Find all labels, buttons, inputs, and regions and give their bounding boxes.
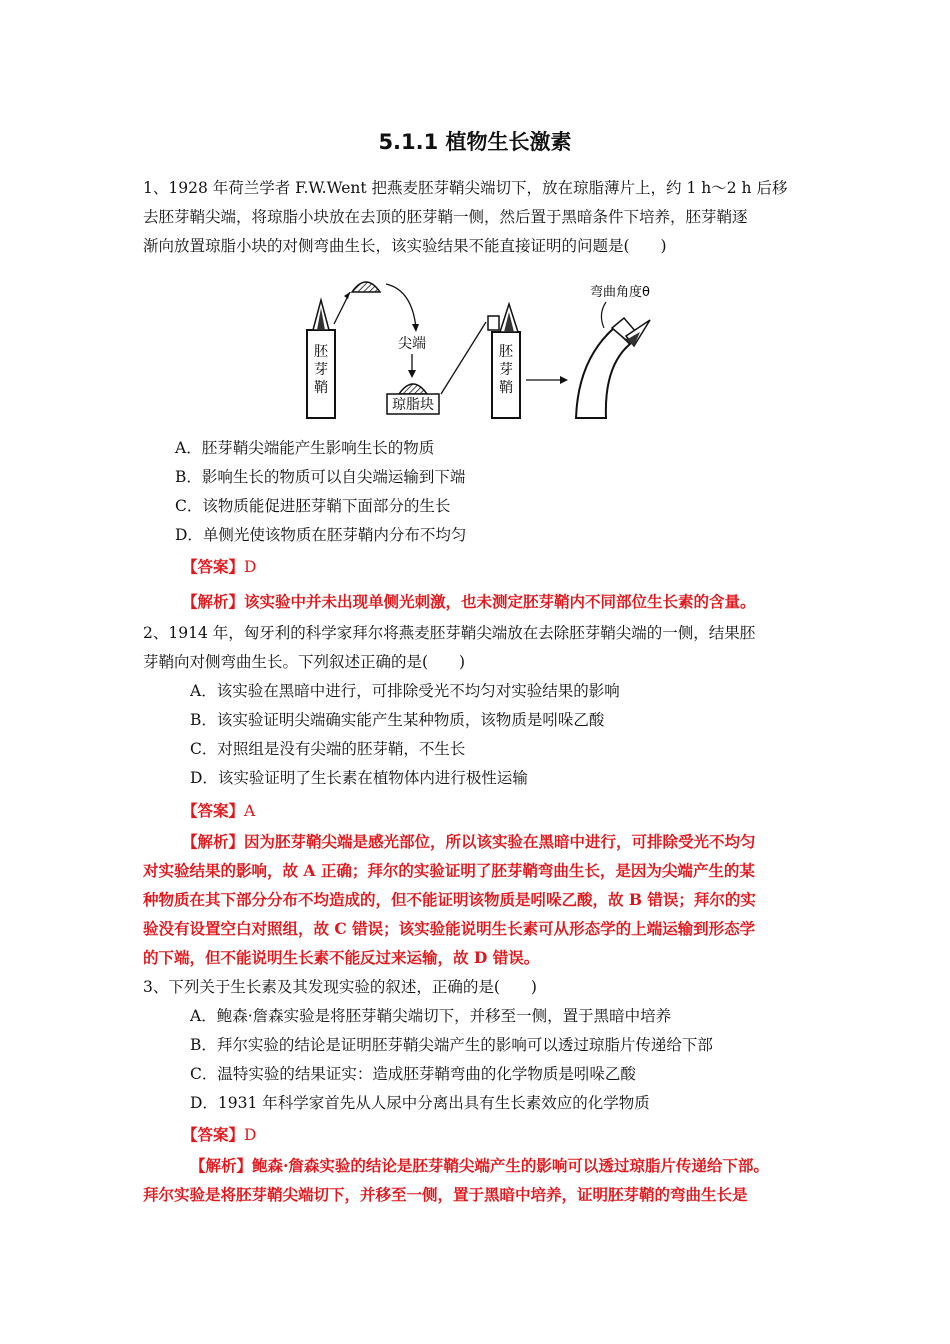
answer-tag: 【答案】 (182, 557, 245, 576)
analysis-tag: 【解析】 (182, 592, 245, 611)
coleoptile-2-label-char-3: 鞘 (499, 380, 513, 396)
q1-stem-line-3: 渐向放置琼脂小块的对侧弯曲生长，该实验结果不能直接证明的问题是( ) (143, 237, 667, 255)
q3-stem-line-1: 3、下列关于生长素及其发现实验的叙述，正确的是( ) (143, 978, 537, 996)
q2-analysis-line-5: 的下端，但不能说明生长素不能反过来运输，故 D 错误。 (143, 948, 540, 967)
agar-label: 琼脂块 (392, 397, 434, 413)
q1-answer (182, 556, 256, 578)
answer-tag: 【答案】 (182, 1125, 245, 1144)
answer-value: D (244, 1126, 257, 1144)
coleoptile-2-label-char-1: 胚 (499, 344, 513, 360)
q2-option-c: C．对照组是没有尖端的胚芽鞘，不生长 (190, 740, 466, 758)
q1-option-b: B．影响生长的物质可以自尖端运输到下端 (175, 468, 466, 486)
tip-label: 尖端 (398, 336, 426, 352)
q2-option-a: A．该实验在黑暗中进行，可排除受光不均匀对实验结果的影响 (190, 682, 620, 700)
q3-analysis-line-2: 拜尔实验是将胚芽鞘尖端切下，并移至一侧，置于黑暗中培养，证明胚芽鞘的弯曲生长是 (143, 1185, 748, 1204)
q2-stem-line-2: 芽鞘向对侧弯曲生长。下列叙述正确的是( ) (143, 653, 466, 671)
q2-option-b: B．该实验证明尖端确实能产生某种物质，该物质是吲哚乙酸 (190, 711, 605, 729)
q1-stem-line-2: 去胚芽鞘尖端，将琼脂小块放在去顶的胚芽鞘一侧，然后置于黑暗条件下培养，胚芽鞘逐 (143, 208, 748, 226)
answer-tag: 【答案】 (182, 801, 245, 820)
q3-answer (182, 1124, 256, 1146)
analysis-text: 鲍森·詹森实验的结论是胚芽鞘尖端产生的影响可以透过琼脂片传递给下部。 (252, 1156, 769, 1175)
q1-option-c: C．该物质能促进胚芽鞘下面部分的生长 (175, 497, 451, 515)
agar-block-small (488, 316, 499, 330)
analysis-text: 因为胚芽鞘尖端是感光部位，所以该实验在黑暗中进行，可排除受光不均匀 (244, 832, 756, 851)
cut-tip (352, 282, 380, 292)
q3-option-b: B．拜尔实验的结论是证明胚芽鞘尖端产生的影响可以透过琼脂片传递给下部 (190, 1036, 713, 1054)
q2-stem-line-1: 2、1914 年，匈牙利的科学家拜尔将燕麦胚芽鞘尖端放在去除胚芽鞘尖端的一侧，结果胚 (143, 624, 756, 642)
experiment-figure (300, 270, 670, 430)
q3-option-a: A．鲍森·詹森实验是将胚芽鞘尖端切下，并移至一侧，置于黑暗中培养 (190, 1007, 672, 1025)
q3-analysis-line-1 (190, 1155, 769, 1177)
analysis-tag: 【解析】 (182, 832, 245, 851)
q2-analysis-line-2: 对实验结果的影响，故 A 正确；拜尔的实验证明了胚芽鞘弯曲生长，是因为尖端产生的某 (143, 861, 755, 880)
coleoptile-2-label-char-2: 芽 (499, 362, 513, 378)
q3-option-d: D．1931 年科学家首先从人尿中分离出具有生长素效应的化学物质 (190, 1094, 650, 1112)
agar-tip (399, 384, 427, 394)
q2-answer (182, 800, 255, 822)
analysis-tag: 【解析】 (190, 1156, 253, 1175)
coleoptile-1-label-char-3: 鞘 (314, 380, 328, 396)
analysis-line-1: 该实验中并未出现单侧光刺激，也未测定胚芽鞘内不同部位生长素的含量。 (244, 592, 756, 611)
angle-label: 弯曲角度θ (590, 285, 650, 300)
q2-analysis-line-3: 种物质在其下部分分布不均造成的，但不能证明该物质是吲哚乙酸，故 B 错误；拜尔的实 (143, 890, 756, 909)
q2-analysis-line-1 (182, 831, 756, 853)
q2-option-d: D．该实验证明了生长素在植物体内进行极性运输 (190, 769, 528, 787)
q1-option-d: D．单侧光使该物质在胚芽鞘内分布不均匀 (175, 526, 467, 544)
answer-value: A (244, 802, 256, 820)
q3-option-c: C．温特实验的结果证实：造成胚芽鞘弯曲的化学物质是吲哚乙酸 (190, 1065, 636, 1083)
bent-coleoptile (576, 328, 630, 418)
page-title: 5.1.1 植物生长激素 (378, 130, 572, 154)
answer-value: D (244, 558, 257, 576)
q1-analysis (182, 591, 756, 613)
q1-option-a: A．胚芽鞘尖端能产生影响生长的物质 (175, 439, 435, 457)
experiment-diagram (300, 270, 670, 430)
q2-analysis-line-4: 验没有设置空白对照组，故 C 错误；该实验能说明生长素可从形态学的上端运输到形态学 (143, 919, 756, 938)
q1-stem-line-1: 1、1928 年荷兰学者 F.W.Went 把燕麦胚芽鞘尖端切下，放在琼脂薄片上，约 1 h～2 h 后移 (143, 179, 788, 197)
coleoptile-1-label-char-1: 胚 (314, 344, 328, 360)
coleoptile-1-label-char-2: 芽 (314, 362, 328, 378)
